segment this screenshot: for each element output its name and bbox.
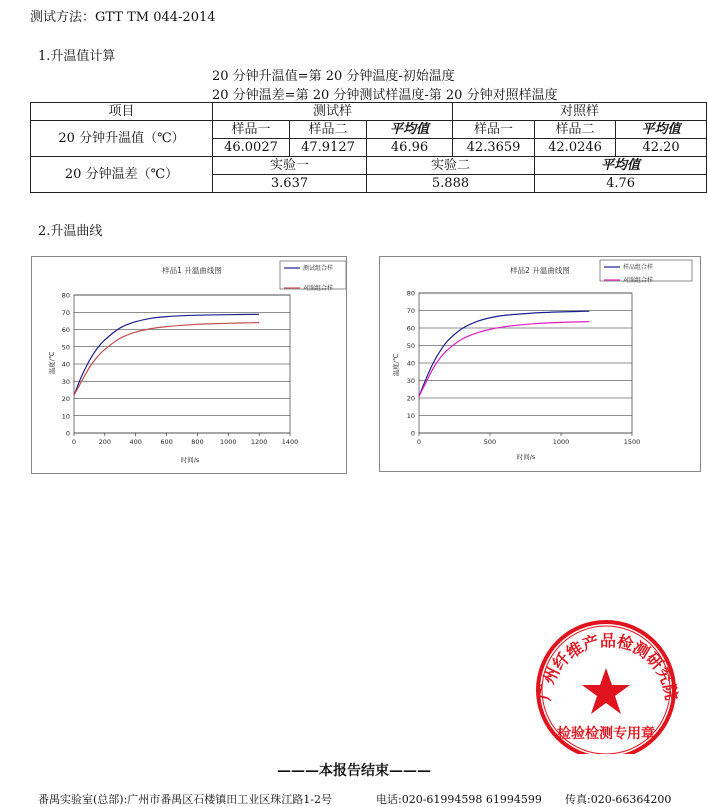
y-tick-label: 70 bbox=[61, 308, 70, 317]
y-tick-label: 30 bbox=[406, 377, 415, 385]
y-tick-label: 50 bbox=[61, 343, 70, 352]
x-tick-label: 600 bbox=[160, 438, 173, 446]
x-tick-label: 500 bbox=[483, 438, 497, 446]
y-tick-label: 10 bbox=[61, 412, 70, 421]
x-tick-label: 1400 bbox=[281, 438, 299, 446]
y-tick-label: 80 bbox=[406, 289, 415, 298]
row-diff-label: 20 分钟温差（℃） bbox=[31, 157, 213, 193]
x-tick-label: 800 bbox=[191, 438, 204, 446]
legend-label: 对照组合样 bbox=[623, 277, 654, 285]
chart-title: 样品1 升温曲线图 bbox=[162, 266, 222, 275]
exp2-header: 实验二 bbox=[367, 157, 535, 175]
formula-diff: 20 分钟温差=第 20 分钟测试样温度-第 20 分钟对照样温度 bbox=[212, 88, 558, 103]
control-sample1-value: 42.3659 bbox=[453, 139, 535, 157]
x-tick-label: 1500 bbox=[623, 438, 641, 446]
control-sample1-header: 样品一 bbox=[453, 121, 535, 139]
report-end: ———本报告结束——— bbox=[277, 763, 431, 779]
seal-star-icon bbox=[582, 668, 630, 714]
legend-label: 测试组合样 bbox=[303, 265, 334, 273]
chart-sample1-svg bbox=[32, 257, 346, 473]
inspection-seal-icon bbox=[526, 618, 682, 754]
control-avg-value: 42.20 bbox=[616, 139, 707, 157]
test-avg-header: 平均值 bbox=[367, 121, 453, 139]
test-sample1-header: 样品一 bbox=[213, 121, 290, 139]
header-item: 项目 bbox=[31, 103, 213, 121]
y-tick-label: 0 bbox=[65, 429, 70, 438]
x-tick-label: 200 bbox=[98, 438, 112, 446]
x-tick-label: 1200 bbox=[250, 438, 268, 446]
formula-rise: 20 分钟升温值=第 20 分钟温度-初始温度 bbox=[212, 69, 455, 84]
seal-org-text: 广州纤维产品检测研究院 bbox=[534, 631, 682, 702]
chart-sample2 bbox=[379, 256, 701, 472]
header-control-group: 对照样 bbox=[453, 103, 707, 121]
x-axis-label: 时间/s bbox=[180, 456, 200, 464]
y-tick-label: 40 bbox=[406, 359, 415, 368]
section2-title: 2.升温曲线 bbox=[38, 224, 103, 239]
test-avg-value: 46.96 bbox=[367, 139, 453, 157]
test-sample2-value: 47.9127 bbox=[290, 139, 367, 157]
control-sample2-value: 42.0246 bbox=[535, 139, 616, 157]
exp1-value: 3.637 bbox=[213, 175, 367, 193]
y-tick-label: 40 bbox=[61, 360, 70, 369]
chart-title: 样品2 升温曲线图 bbox=[510, 266, 570, 275]
y-tick-label: 60 bbox=[61, 326, 70, 334]
exp2-value: 5.888 bbox=[367, 175, 535, 193]
y-tick-label: 20 bbox=[406, 394, 415, 403]
footer-phone: 电话:020-61994598 61994599 bbox=[376, 793, 542, 806]
y-tick-label: 70 bbox=[406, 307, 415, 315]
footer-fax: 传真:020-66364200 bbox=[565, 793, 672, 806]
exp1-header: 实验一 bbox=[213, 157, 367, 175]
x-tick-label: 1000 bbox=[552, 438, 570, 446]
diff-avg-value: 4.76 bbox=[535, 175, 707, 193]
y-tick-label: 30 bbox=[61, 377, 70, 386]
seal-purpose-text: 检验检测专用章 bbox=[557, 726, 655, 742]
y-axis-label: 温度/℃ bbox=[392, 353, 400, 377]
control-avg-header: 平均值 bbox=[616, 121, 707, 139]
chart-sample1 bbox=[31, 256, 347, 474]
y-tick-label: 50 bbox=[406, 342, 415, 350]
y-tick-label: 0 bbox=[410, 429, 415, 438]
y-tick-label: 20 bbox=[61, 395, 70, 403]
test-sample2-header: 样品二 bbox=[290, 121, 367, 139]
y-axis-label: 温度/℃ bbox=[48, 351, 56, 375]
header-test-group: 测试样 bbox=[213, 103, 453, 121]
y-tick-label: 60 bbox=[406, 324, 415, 333]
x-tick-label: 400 bbox=[129, 438, 142, 446]
x-tick-label: 1000 bbox=[220, 438, 237, 446]
chart-sample2-svg bbox=[380, 257, 700, 471]
legend-label: 对照组合样 bbox=[303, 285, 334, 293]
legend-label: 样品组合样 bbox=[623, 264, 654, 272]
x-axis-label: 时间/s bbox=[516, 453, 536, 461]
control-sample2-header: 样品二 bbox=[535, 121, 616, 139]
x-tick-label: 0 bbox=[71, 438, 77, 446]
x-tick-label: 0 bbox=[416, 438, 422, 446]
y-tick-label: 80 bbox=[61, 291, 70, 300]
section1-title: 1.升温值计算 bbox=[38, 49, 116, 64]
footer-address: 番禺实验室(总部):广州市番禺区石楼镇田工业区珠江路1-2号 bbox=[38, 793, 333, 806]
row-rise-label: 20 分钟升温值（℃） bbox=[31, 121, 213, 157]
results-table bbox=[30, 102, 707, 193]
y-tick-label: 10 bbox=[406, 412, 415, 420]
diff-avg-header: 平均值 bbox=[535, 157, 707, 175]
test-sample1-value: 46.0027 bbox=[213, 139, 290, 157]
test-method: 测试方法：GTT TM 044-2014 bbox=[30, 10, 216, 25]
